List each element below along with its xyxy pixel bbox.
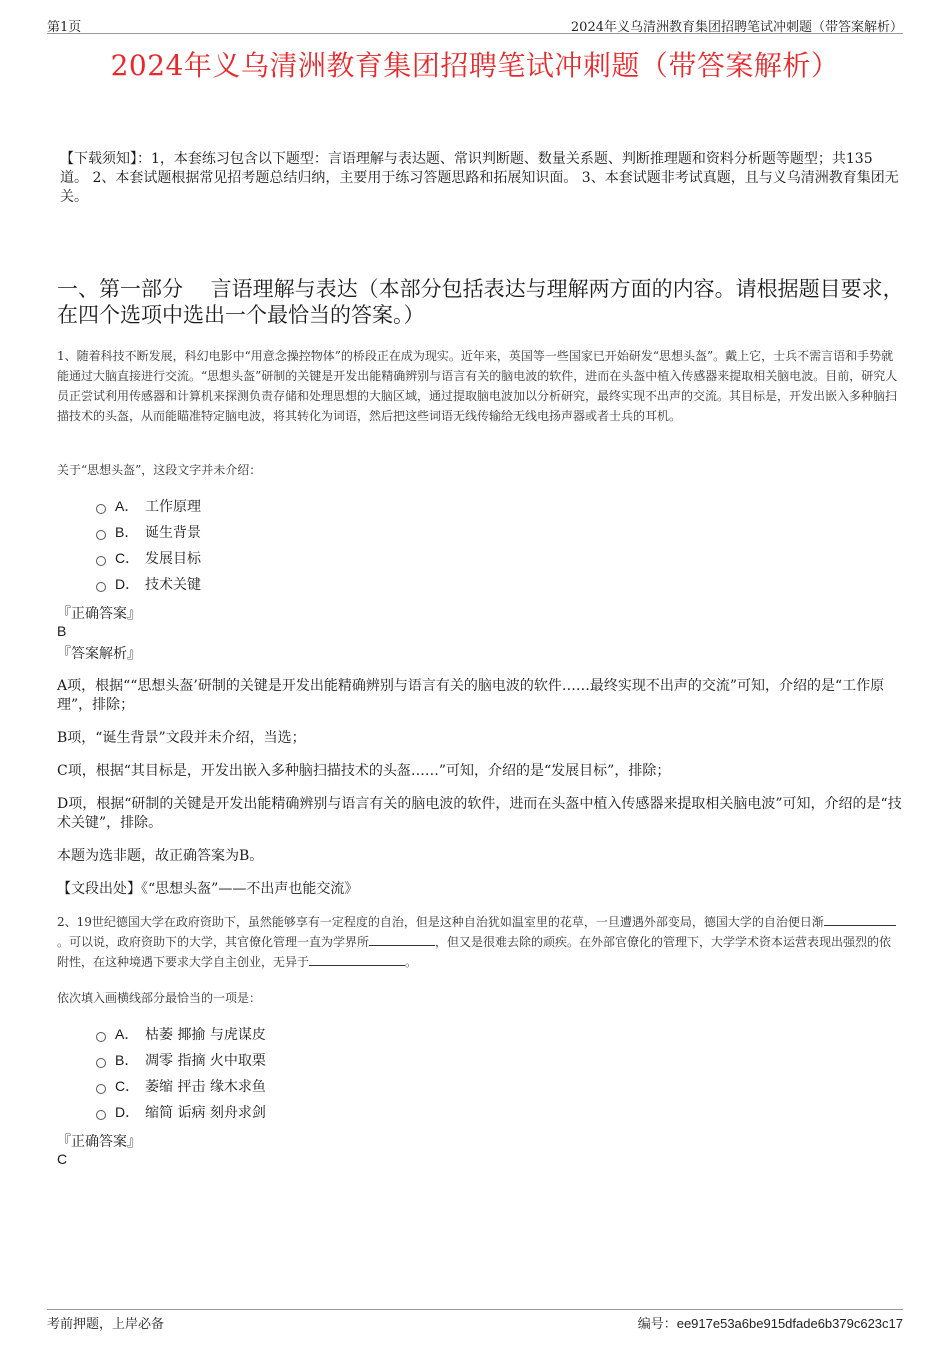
radio-icon[interactable]: [96, 1110, 106, 1120]
footer-divider: [47, 1309, 903, 1310]
answer-label: 『正确答案』: [57, 606, 141, 622]
radio-icon[interactable]: [96, 530, 106, 540]
radio-icon[interactable]: [96, 1032, 106, 1042]
analysis-label: 『答案解析』: [57, 646, 141, 662]
document-title: 2024年义乌清洲教育集团招聘笔试冲刺题（带答案解析）: [110, 49, 840, 82]
radio-icon[interactable]: [96, 504, 106, 514]
option-a[interactable]: A． 工作原理: [96, 493, 201, 519]
footer-code: 编号：ee917e53a6be915dfade6b379c623c17: [637, 1316, 903, 1332]
question-2-prompt: 依次填入画横线部分最恰当的一项是：: [57, 991, 262, 1005]
answer-label: 『正确答案』: [57, 1134, 141, 1150]
radio-icon[interactable]: [96, 556, 106, 566]
question-1-prompt: 关于“思想头盔”，这段文字并未介绍：: [57, 463, 262, 477]
analysis-b: B项，“诞生背景”文段并未介绍，当选；: [57, 730, 306, 746]
answer-value: C: [57, 1151, 68, 1167]
option-a[interactable]: A． 枯萎 揶揄 与虎谋皮: [96, 1021, 266, 1047]
analysis-d: D项，根据“研制的关键是开发出能精确辨别与语言有关的脑电波的软件，进而在头盔中植入传感器来提取相关脑电波”可知，介绍的是“技术关键”，排除。: [57, 796, 902, 831]
header-divider: [47, 33, 903, 34]
option-b[interactable]: B． 凋零 指摘 火中取栗: [96, 1047, 266, 1073]
footer-slogan: 考前押题，上岸必备: [47, 1317, 165, 1332]
analysis-a: A项，根据““思想头盔’研制的关键是开发出能精确辨别与语言有关的脑电波的软件……最终实现不出声的交流”可知，介绍的是“工作原理”，排除；: [57, 678, 885, 713]
answer-value: B: [57, 623, 67, 639]
radio-icon[interactable]: [96, 1058, 106, 1068]
section-title: 一、第一部分 言语理解与表达（本部分包括表达与理解两方面的内容。请根据题目要求，在四个选项中选出一个最恰当的答案。）: [57, 277, 904, 327]
answer-analysis: [57, 677, 902, 913]
option-d[interactable]: D． 缩简 诟病 刻舟求剑: [96, 1099, 266, 1125]
fill-blank: [309, 953, 405, 966]
analysis-c: C项，根据“其目标是，开发出嵌入多种脑扫描技术的头盔……”可知，介绍的是“发展目标”，排除；: [57, 763, 671, 779]
download-notice: 【下载须知】：1，本套练习包含以下题型：言语理解与表达题、常识判断题、数量关系题、判断推理题和资料分析题等题型；共135道。 2、本套试题根据常见招考题总结归纳，主要用于练习答题思路和拓展知识面。 3、本套试题非考试真题，且与义乌清洲教育集团无关。: [60, 151, 899, 205]
question-1-options: [96, 493, 201, 597]
analysis-conclusion: 本题为选非题，故正确答案为B。: [57, 848, 264, 864]
option-c[interactable]: C． 萎缩 抨击 缘木求鱼: [96, 1073, 266, 1099]
question-1-text: 1、随着科技不断发展，科幻电影中“用意念操控物体”的桥段正在成为现实。近年来，英国等一些国家已开始研发“思想头盔”。戴上它，士兵不需言语和手势就能通过大脑直接进行交流。“思想头盔”研制的关键是开发出能精确辨别与语言有关的脑电波的软件，进而在头盔中植入传感器来提取相关脑电波。目前，研究人员正尝试利用传感器和计算机来探测负责存储和处理思想的大脑区域，通过提取脑电波加以分析研究，最终实现不出声的交流。其目标是，开发出嵌入多种脑扫描技术的头盔，从而能瞄准特定脑电波，将其转化为词语，然后把这些词语无线传输给无线电扬声器或者士兵的耳机。: [57, 349, 898, 423]
fill-blank: [369, 933, 435, 946]
header-doc-title: 2024年义乌清洲教育集团招聘笔试冲刺题（带答案解析）: [570, 20, 903, 35]
option-d[interactable]: D． 技术关键: [96, 571, 201, 597]
question-2-options: [96, 1021, 266, 1125]
question-2-text: 2、19世纪德国大学在政府资助下，虽然能够享有一定程度的自治，但是这种自治犹如温室里的花草，一旦遭遇外部变局，德国大学的自治便日渐。可以说，政府资助下的大学，其官僚化管理一直为学界所 ，但又是很难去除的顽疾。在外部官僚化的管理下，大学学术资本运营表现出强烈的依附性，在这种境遇下要求大学自主创业，无异于 。: [57, 912, 902, 972]
fill-blank: [824, 913, 896, 926]
page-number: 第1页: [47, 20, 82, 35]
analysis-source: 【文段出处】《“思想头盔”——不出声也能交流》: [57, 881, 359, 897]
option-c[interactable]: C． 发展目标: [96, 545, 201, 571]
option-b[interactable]: B． 诞生背景: [96, 519, 201, 545]
radio-icon[interactable]: [96, 1084, 106, 1094]
radio-icon[interactable]: [96, 582, 106, 592]
